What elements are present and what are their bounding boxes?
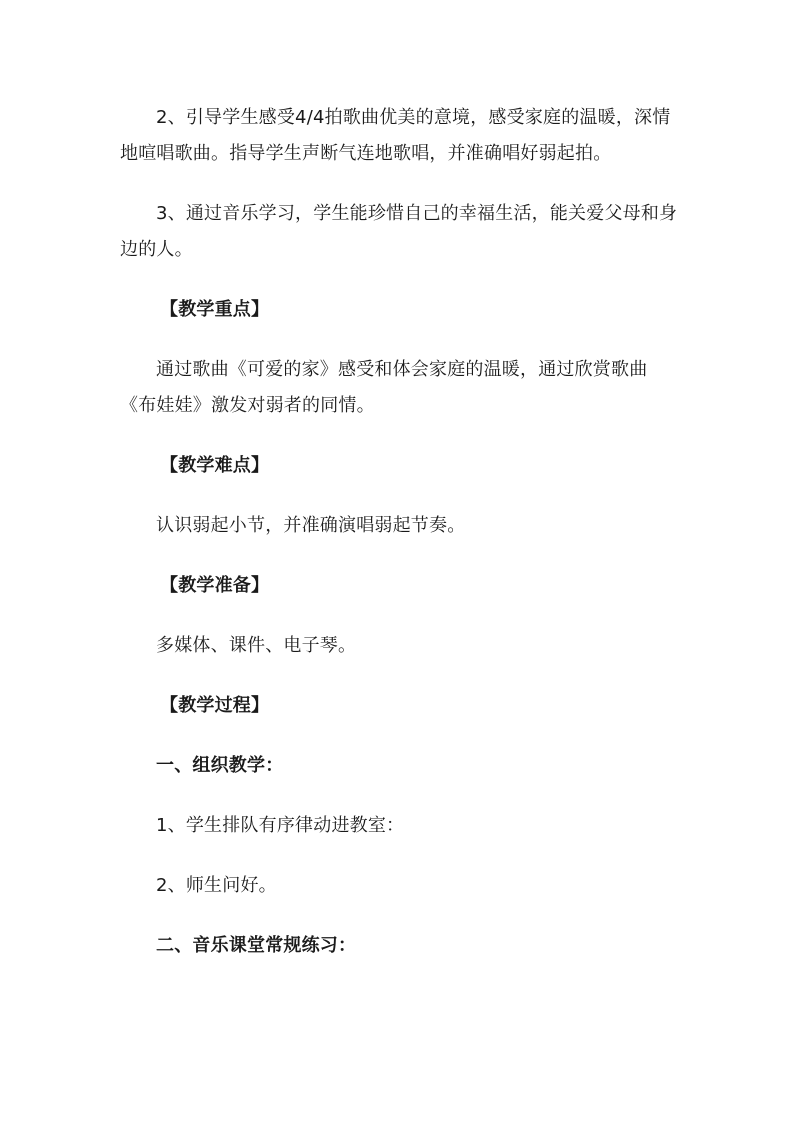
paragraph-preparation: 多媒体、课件、电子琴。 — [156, 635, 357, 656]
paragraph-objective-2: 2、引导学生感受4/4拍歌曲优美的意境，感受家庭的温暖，深情地喧唱歌曲。指导学生声断气连地歌唱，并准确唱好弱起拍。 — [120, 107, 671, 164]
paragraph-objective-3: 3、通过音乐学习，学生能珍惜自己的幸福生活，能关爱父母和身边的人。 — [120, 203, 678, 260]
list-item-line-up: 1、学生排队有序律动进教室： — [156, 815, 405, 836]
heading-difficulties: 【教学难点】 — [160, 455, 270, 476]
document-body — [120, 100, 680, 964]
paragraph-key-points: 通过歌曲《可爱的家》感受和体会家庭的温暖，通过欣赏歌曲《布娃娃》激发对弱者的同情。 — [120, 359, 648, 416]
heading-routine-practice: 二、音乐课堂常规练习： — [156, 935, 357, 956]
heading-preparation: 【教学准备】 — [160, 575, 270, 596]
list-item-greeting: 2、师生问好。 — [156, 875, 277, 896]
heading-process: 【教学过程】 — [160, 695, 270, 716]
heading-key-points: 【教学重点】 — [160, 299, 270, 320]
heading-organize-teaching: 一、组织教学： — [156, 755, 284, 776]
paragraph-difficulties: 认识弱起小节，并准确演唱弱起节奏。 — [156, 515, 466, 536]
